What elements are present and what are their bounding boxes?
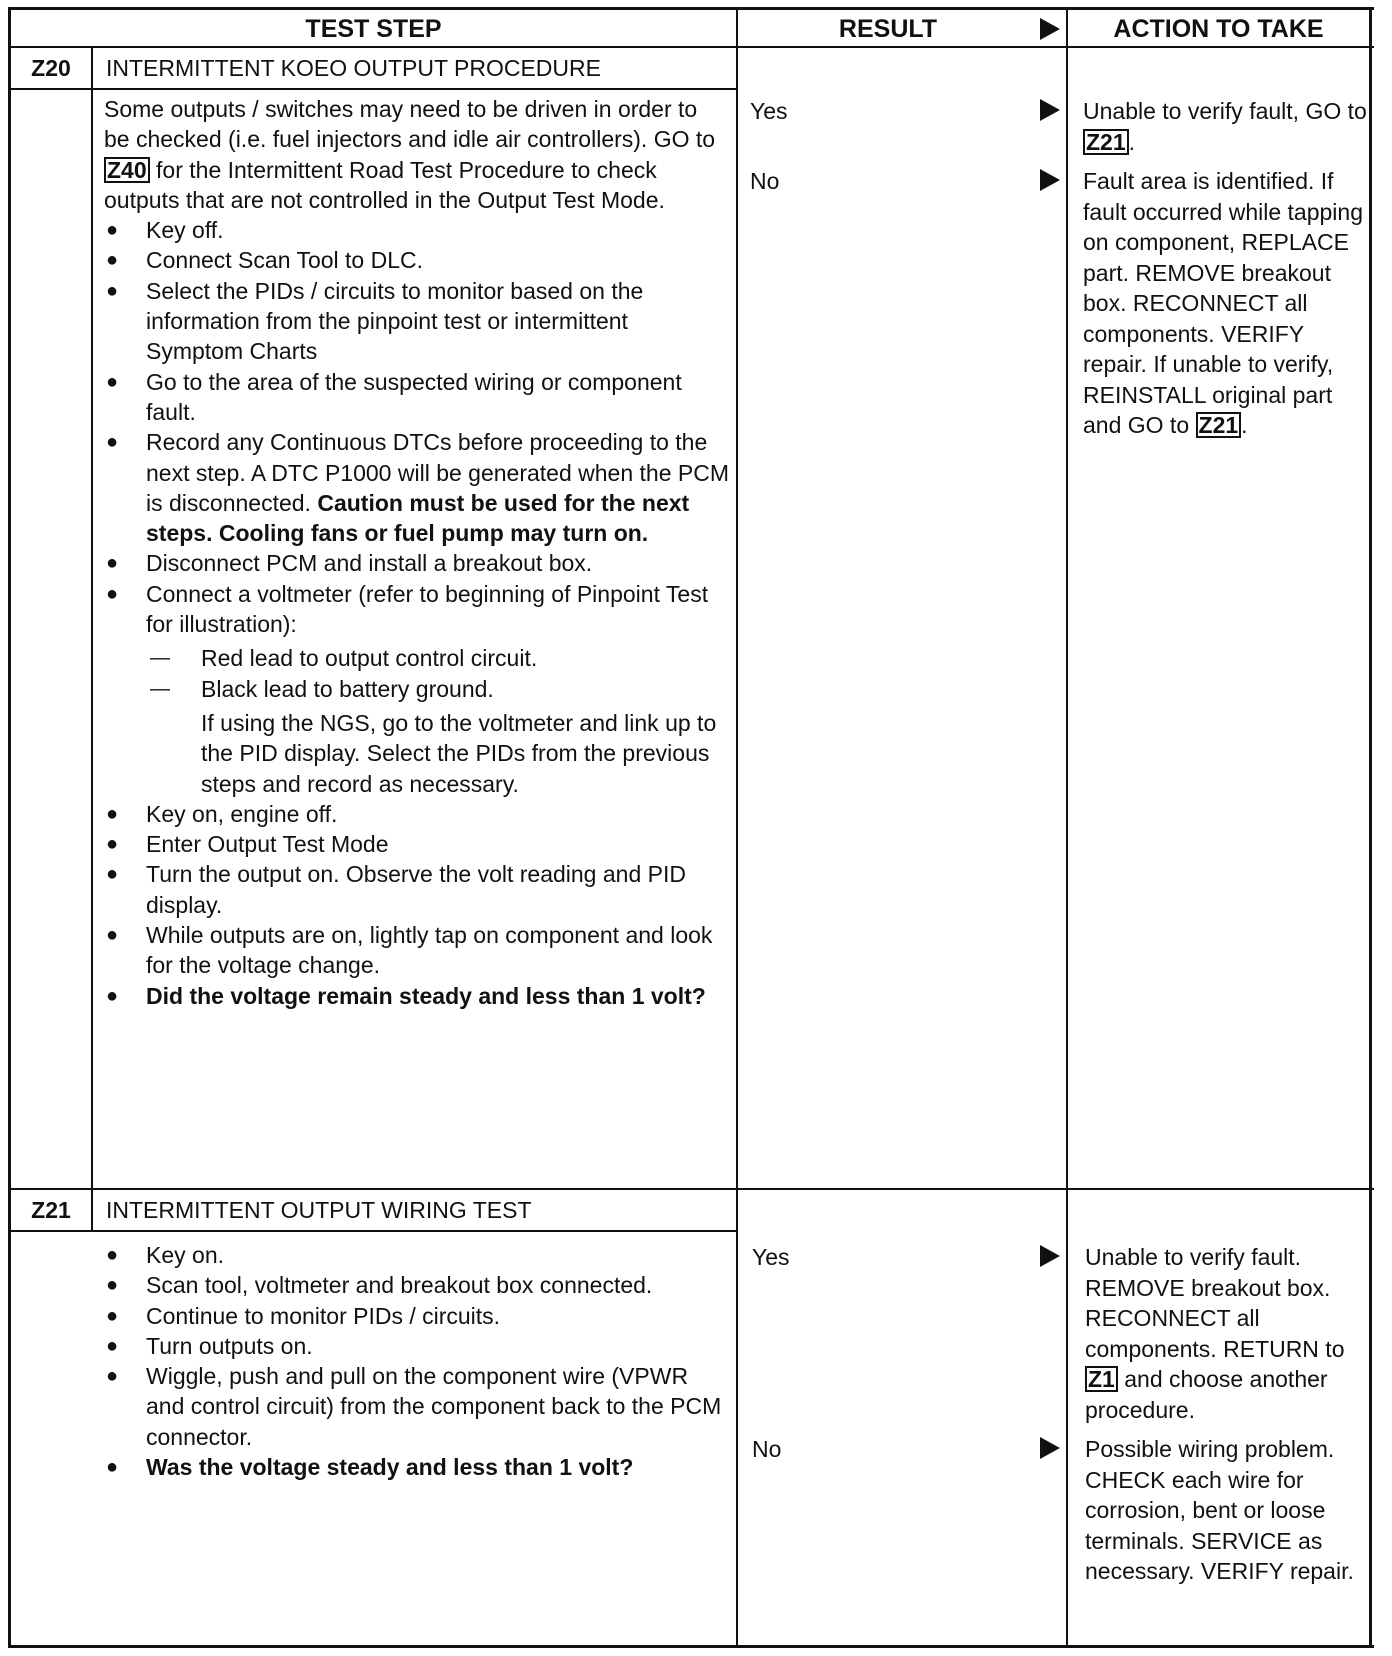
list-item: ● Turn the output on. Observe the volt reading and PID display. (104, 859, 729, 920)
list-item: ● Select the PIDs / circuits to monitor based on the information from the pinpoint test or intermittent Symptom Charts (104, 276, 729, 367)
z20-bullet-list (104, 215, 729, 1011)
z20-action-no: Fault area is identified. If fault occurred while tapping on component, REPLACE part. REMOVE breakout box. RECONNECT all components. VERIFY repair. If unable to verify, REINSTALL original part and GO to Z21 . (1083, 168, 1363, 438)
column-divider-action (1066, 7, 1068, 1648)
step-title-z21: INTERMITTENT OUTPUT WIRING TEST (106, 1197, 532, 1223)
z21-question: ● Was the voltage steady and less than 1 volt? (104, 1452, 729, 1482)
ref-z21-link[interactable]: Z21 (1196, 412, 1242, 438)
list-item: ● Scan tool, voltmeter and breakout box connected. (104, 1270, 729, 1300)
z20-yes-arrow-icon (1040, 99, 1060, 121)
table-border-right (1369, 7, 1372, 1648)
list-item: ● Key on. (104, 1240, 729, 1270)
ref-z21-link[interactable]: Z21 (1083, 129, 1129, 155)
z20-intro: Some outputs / switches may need to be driven in order to be checked (i.e. fuel injectors and idle air controllers). GO to Z40 for the Intermittent Road Test Procedure to check outputs that are not controlled in the Output Test Mode. (104, 96, 716, 213)
ref-z40-link[interactable]: Z40 (104, 157, 150, 183)
z21-title-bottom (8, 1230, 738, 1232)
list-item: ● Wiggle, push and pull on the component wire (VPWR and control circuit) from the component back to the PCM connector. (104, 1361, 729, 1452)
z20-test-step-body (104, 94, 729, 1011)
z20-inner-left (91, 90, 93, 1188)
step-title-z20: INTERMITTENT KOEO OUTPUT PROCEDURE (106, 55, 601, 81)
list-item: — Black lead to battery ground. (146, 674, 729, 704)
z21-no-arrow-icon (1040, 1437, 1060, 1459)
voltmeter-lead-list (146, 643, 729, 704)
z21-action-yes: Unable to verify fault. REMOVE breakout box. RECONNECT all components. RETURN to Z1 and choose another procedure. (1085, 1244, 1345, 1423)
z20-action-yes: Unable to verify fault, GO to Z21 . (1083, 98, 1367, 155)
list-item: ● Record any Continuous DTCs before proceeding to the next step. A DTC P1000 will be generated when the PCM is disconnected. Caution must be used for the next steps. Cooling fans or fuel pump may turn on. (104, 427, 729, 548)
list-item: ● While outputs are on, lightly tap on component and look for the voltage change. (104, 920, 729, 981)
header-result: RESULT (838, 15, 938, 43)
table-border-left (8, 7, 11, 1648)
header-test-step: TEST STEP (305, 15, 442, 43)
z20-code-divider (91, 48, 93, 90)
column-divider-result (736, 7, 738, 1648)
list-item: ● Turn outputs on. (104, 1331, 729, 1361)
list-item: ● Connect Scan Tool to DLC. (104, 245, 729, 275)
z20-title-bottom (8, 88, 738, 90)
list-item: ● Enter Output Test Mode (104, 829, 729, 859)
list-item: ● Key off. (104, 215, 729, 245)
z20-result-yes: Yes (750, 98, 788, 124)
ngs-note: If using the NGS, go to the voltmeter and link up to the PID display. Select the PIDs from the previous steps and record as necessary. (201, 709, 717, 797)
z21-test-step-body (104, 1240, 729, 1482)
list-item: — Red lead to output control circuit. (146, 643, 729, 673)
z20-no-arrow-icon (1040, 169, 1060, 191)
z21-yes-arrow-icon (1040, 1245, 1060, 1267)
header-action: ACTION TO TAKE (1113, 15, 1324, 43)
z21-result-no: No (752, 1436, 782, 1462)
z20-result-no: No (750, 168, 780, 194)
list-item: ● Connect a voltmeter (refer to beginning of Pinpoint Test for illustration): — Red lead to output control circuit. — Black lead to battery ground. If using the NGS, go to the voltmeter and link up to the PID display. Select the PIDs from the previous steps and record as necessary. (104, 579, 729, 799)
list-item: ● Key on, engine off. (104, 799, 729, 829)
z21-code-divider (91, 1190, 93, 1232)
z21-result-yes: Yes (752, 1244, 790, 1270)
table-border-bottom (8, 1645, 1374, 1648)
ref-z1-link[interactable]: Z1 (1085, 1366, 1118, 1392)
list-item: ● Disconnect PCM and install a breakout box. (104, 548, 729, 578)
header-result-arrow-icon (1040, 18, 1060, 40)
list-item: ● Go to the area of the suspected wiring or component fault. (104, 367, 729, 428)
z20-question: ● Did the voltage remain steady and less than 1 volt? (104, 981, 729, 1011)
z21-bullet-list (104, 1240, 729, 1482)
caution-text: Caution must be used for the next steps. Cooling fans or fuel pump may turn on. (146, 489, 690, 547)
list-item: ● Continue to monitor PIDs / circuits. (104, 1301, 729, 1331)
step-code-z20: Z20 (31, 55, 71, 81)
z21-action-no: Possible wiring problem. CHECK each wire for corrosion, bent or loose terminals. SERVICE as necessary. VERIFY repair. (1085, 1436, 1354, 1584)
step-code-z21: Z21 (31, 1197, 71, 1223)
